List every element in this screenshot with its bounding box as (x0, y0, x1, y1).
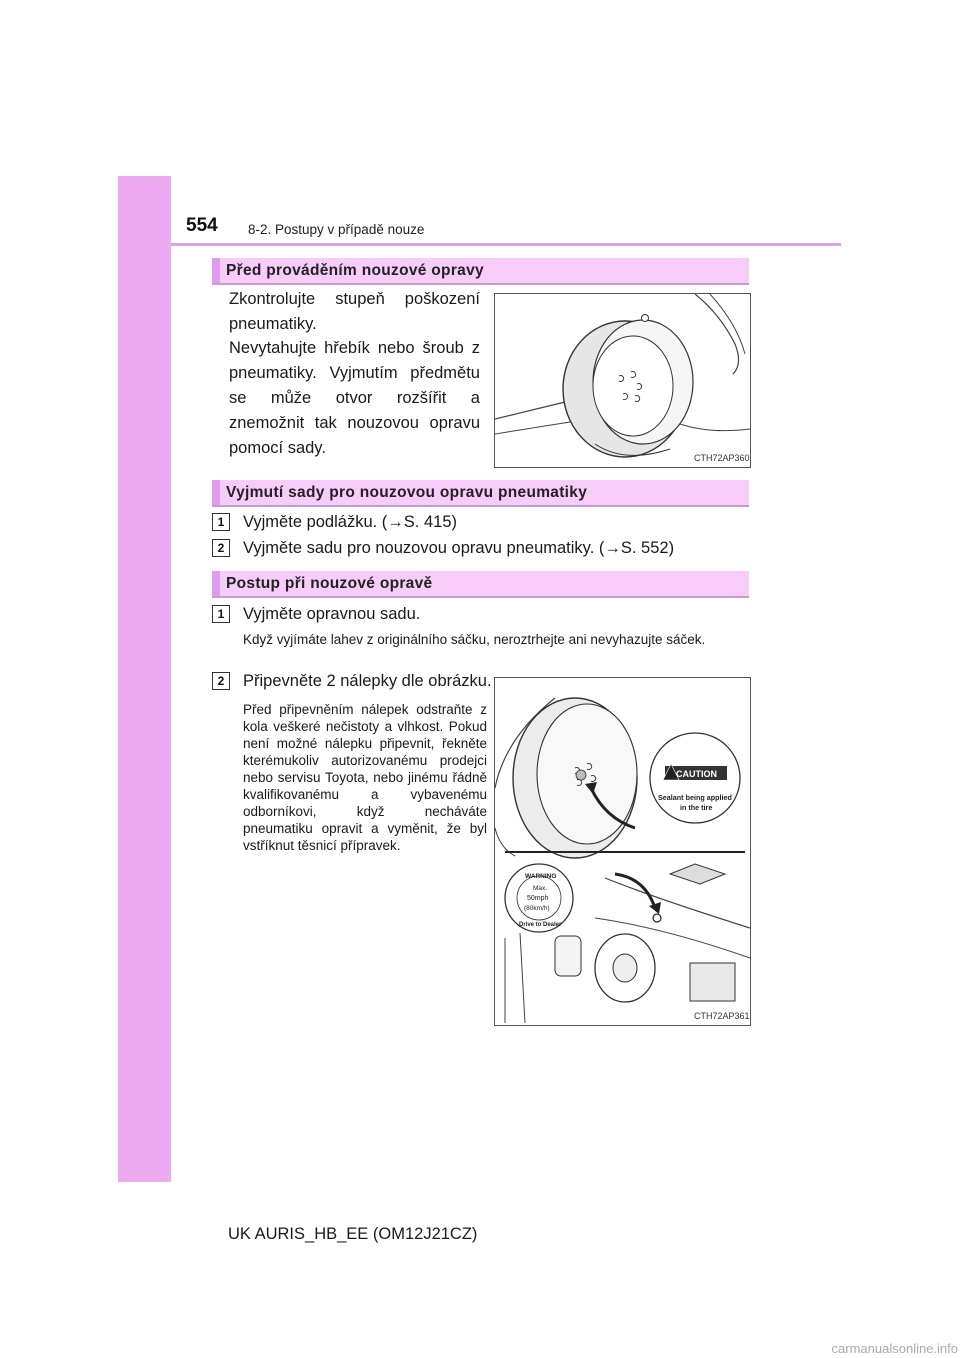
step-text: Vyjměte sadu pro nouzovou opravu pneumatiky. (→S. 552) (243, 539, 675, 557)
warning-speed: 50mph (527, 895, 549, 902)
figure-code: CTH72AP360 (694, 453, 750, 463)
step-number: 1 (212, 513, 230, 531)
heading-kit-removal (212, 480, 749, 507)
step-number: 1 (212, 605, 230, 623)
heading-bar (212, 480, 220, 505)
heading-text: Postup při nouzové opravě (226, 575, 433, 592)
figure-code: CTH72AP361 (694, 1011, 750, 1021)
tire-damage-figure (494, 293, 751, 468)
step-number: 2 (212, 539, 230, 557)
step-note: Když vyjímáte lahev z originálního sáčku, neroztrhejte ani nevyhazujte sáček. (243, 632, 706, 647)
nail-warning-text: Nevytahujte hřebík nebo šroub z pneumatiky. Vyjmutím předmětu se může otvor rozšířit a znemožnit tak nouzovou opravu pomocí sady. (229, 339, 480, 457)
caution-line1: Sealant being applied (658, 793, 732, 802)
section-title: 8-2. Postupy v případě nouze (248, 222, 425, 237)
step-text: Vyjměte podlážku. (→S. 415) (243, 513, 457, 531)
heading-before-repair (212, 258, 749, 285)
caution-label: CAUTION (676, 769, 717, 779)
heading-text: Vyjmutí sady pro nouzovou opravu pneumatiky (226, 484, 588, 501)
caution-line2: in the tire (680, 803, 713, 812)
page-number: 554 (186, 215, 218, 236)
heading-bar (212, 258, 220, 283)
step-number: 2 (212, 672, 230, 690)
sticker-illustration (495, 678, 750, 1025)
check-damage-text: Zkontrolujte stupeň poškození pneumatiky. (229, 290, 480, 333)
sidebar-tab (118, 176, 171, 1182)
warning-label: WARNING (525, 873, 557, 880)
step-note: Před připevněním nálepek odstraňte z kola veškeré nečistoty a vlhkost. Pokud není možné nálepku připevnit, řekněte kterémukoliv autorizovanému prodejci nebo servisu Toyota, nebo jinému řádně kvalifikovanému a vybavenému odborníkovi, když necháváte pneumatiku opravit a vyměnit, že byl vstříknut těsnicí přípravek. (243, 702, 487, 853)
warning-max: Max. (533, 885, 548, 892)
watermark: carmanualsonline.info (831, 1341, 958, 1356)
heading-repair-procedure (212, 571, 749, 598)
warning-kmh: (80km/h) (524, 905, 550, 912)
heading-bar (212, 571, 220, 596)
step-text: Připevněte 2 nálepky dle obrázku. (243, 672, 492, 690)
sticker-placement-figure (494, 677, 751, 1026)
warning-drive: Drive to Dealer (519, 922, 562, 928)
footer-model: UK AURIS_HB_EE (OM12J21CZ) (228, 1225, 478, 1243)
header-rule (171, 243, 841, 246)
tire-illustration (495, 294, 750, 467)
heading-text: Před prováděním nouzové opravy (226, 262, 484, 279)
step-text: Vyjměte opravnou sadu. (243, 605, 421, 623)
